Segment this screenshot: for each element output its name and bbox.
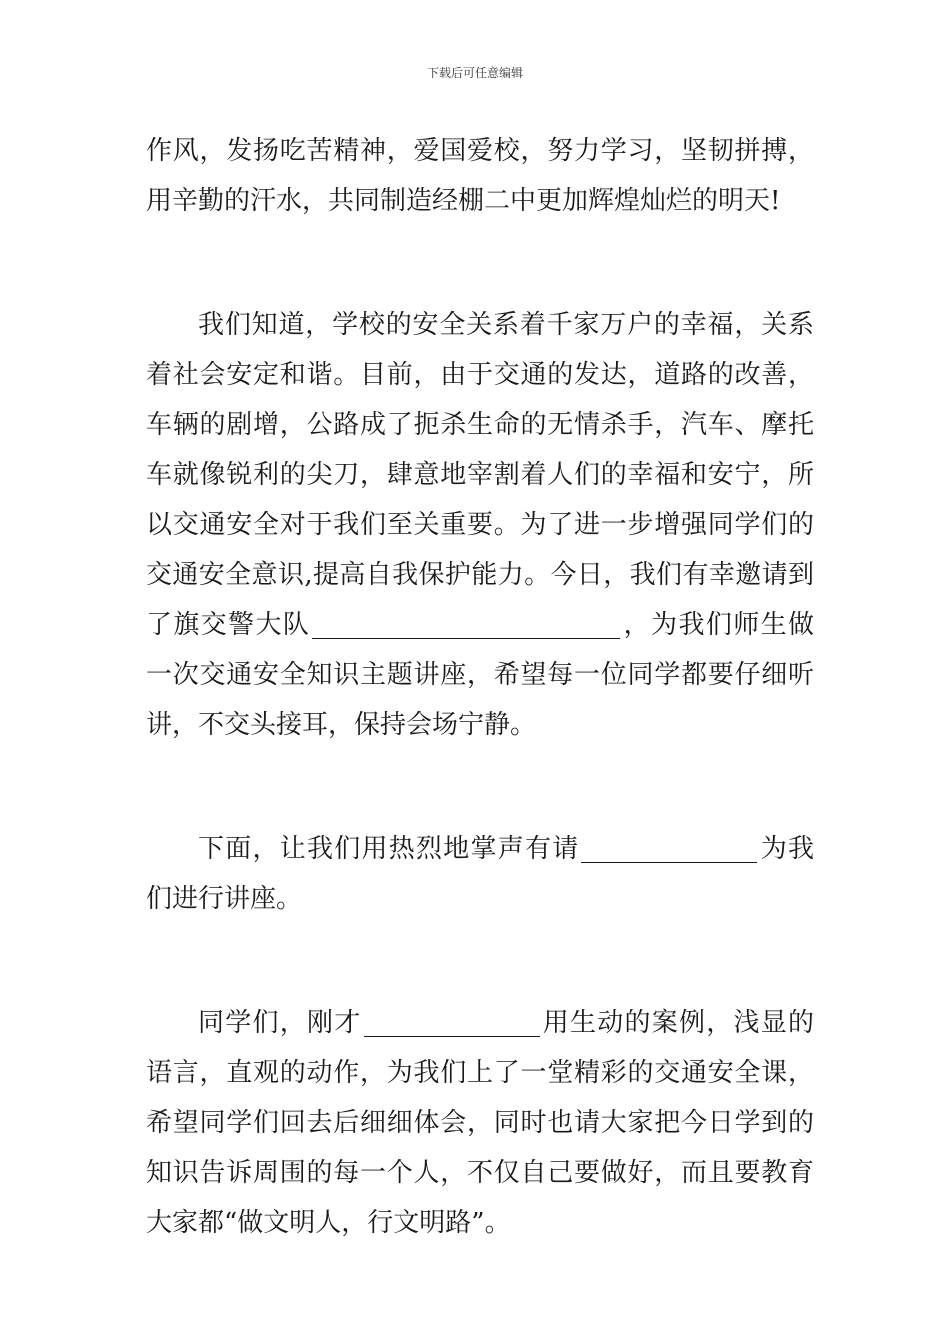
document-body: [146, 126, 814, 1248]
paragraph-gap: [146, 924, 814, 998]
fill-in-blank-speaker-name-2: [364, 1002, 540, 1037]
paragraph-3-text-b: 为我们进行讲座。: [146, 834, 814, 914]
paragraph-4-text-b: 用生动的案例，浅显的语言，直观的动作，为我们上了一堂精彩的交通安全课，希望同学们回去后细细体会，同时也请大家把今日学到的知识告诉周围的每一个人，不仅自己要做好，而且要教育大家都“做文明人，行文明路”。: [146, 1008, 814, 1238]
paragraph-gap: [146, 750, 814, 824]
paragraph-3-text-a: 下面，让我们用热烈地掌声有请: [198, 834, 580, 864]
paragraph-4-text-a: 同学们，刚才: [198, 1008, 362, 1038]
header-note: 下载后可任意编辑: [426, 66, 523, 80]
fill-in-blank-police-name: [312, 604, 620, 639]
paragraph-2-text-a: 我们知道，学校的安全关系着千家万户的幸福，关系着社会安定和谐。目前，由于交通的发达，道路的改善，车辆的剧增，公路成了扼杀生命的无情杀手，汽车、摩托车就像锐利的尖刀，肆意地宰割着人们的幸福和安宁，所以交通安全对于我们至关重要。为了进一步增强同学们的交通安全意识,提高自我保护能力。今日，我们有幸邀请到了旗交警大队: [146, 310, 814, 640]
paragraph-4: [146, 998, 814, 1248]
paragraph-1-text: 作风，发扬吃苦精神，爱国爱校，努力学习，坚韧拼搏，用辛勤的汗水，共同制造经棚二中更加辉煌灿烂的明天!: [146, 136, 814, 216]
fill-in-blank-speaker-name: [581, 828, 757, 863]
paragraph-3: [146, 824, 814, 924]
paragraph-1: [146, 126, 814, 226]
paragraph-gap: [146, 226, 814, 300]
paragraph-2: [146, 300, 814, 750]
paragraph-2-text-b: ，为我们师生做一次交通安全知识主题讲座，希望每一位同学都要仔细听讲，不交头接耳，保持会场宁静。: [146, 610, 814, 740]
